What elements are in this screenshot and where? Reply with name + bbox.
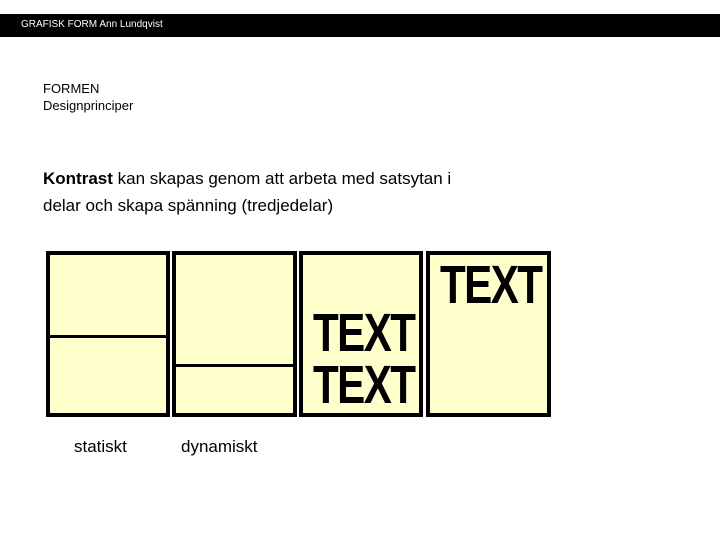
body-text: kan skapas genom att arbeta med satsytan i delar och skapa spänning (tredjedelar) [43, 169, 452, 215]
panel-big-text: TEXT [313, 355, 415, 415]
section-title: FORMEN [43, 81, 100, 96]
layout-panel-dynamic [172, 251, 297, 417]
header-title: GRAFISK FORM Ann Lundqvist [21, 19, 163, 30]
layout-panel-text-single [426, 251, 551, 417]
section-heading [43, 80, 133, 114]
header-bar [0, 14, 720, 37]
layout-panel-text-double [299, 251, 423, 417]
section-subtitle: Designprinciper [43, 98, 134, 113]
caption-static: statiskt [74, 437, 127, 456]
panel-big-text: TEXT [440, 255, 542, 315]
body-paragraph [43, 165, 483, 219]
panel-divider [176, 364, 293, 367]
caption-dynamic: dynamiskt [181, 437, 258, 456]
layout-panel-static [46, 251, 170, 417]
panel-big-text: TEXT [313, 303, 415, 363]
panel-divider [50, 335, 166, 338]
body-emphasis: Kontrast [43, 169, 113, 188]
